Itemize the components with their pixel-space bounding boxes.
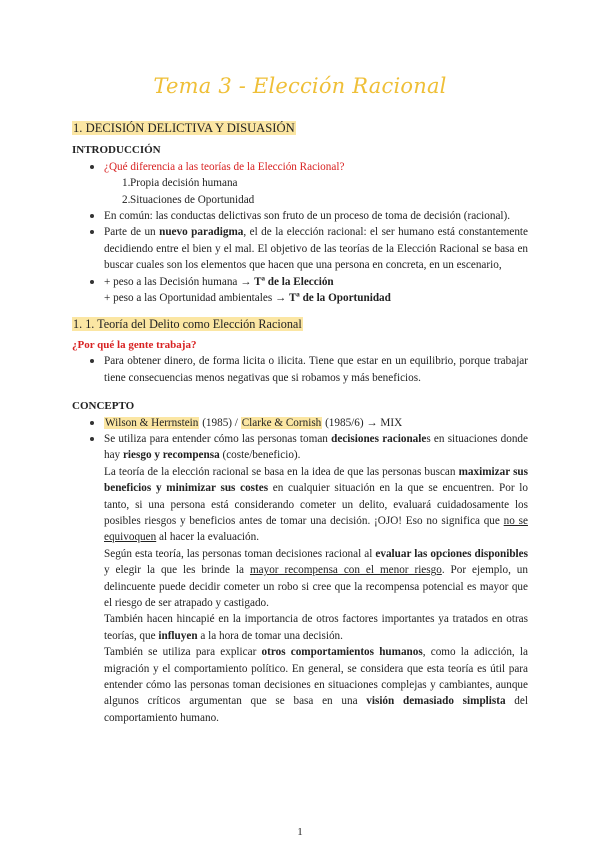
p2-c: . Por ejemplo, un delincuente puede decidir cometer un robo si cree que la recompensa potencial es mayor que el riesgo de ser atrapado y castigado. (104, 564, 528, 609)
work-bullets (72, 353, 528, 386)
numbered-item-1 (72, 175, 528, 191)
weight-opportunity-bold: Tª de la Oportunidad (288, 292, 391, 305)
p4-c: del comportamiento humano. (104, 695, 528, 724)
references-bullet (72, 415, 528, 431)
p2-b: y elegir la que les brinde la (104, 564, 250, 577)
section-1-heading (72, 120, 528, 136)
p4-b: , como la adicción, la migración y el comportamiento político. En general, se considera que esta teoría es útil para entender cómo las personas toman decisiones en situaciones complejas y cambiantes, aunque algunos críticos argumentan que se basa en una (104, 646, 528, 708)
section-1-heading-text: 1. DECISIÓN DELICTIVA Y DISUASIÓN (73, 121, 295, 135)
p1-bold: maximizar sus beneficios y minimizar sus costes (104, 465, 529, 495)
work-bullet: Para obtener dinero, de forma licita o ilicita. Tiene que estar en un equilibrio, porque trabajar tiene consecuencias menos negativas que si robamos y más beneficios. (72, 353, 528, 386)
concept-bold-risk: riesgo y recompensa (122, 449, 220, 462)
p1-b: en cualquier situación en la que se encuentren. Por lo tanto, si una persona está considerando cometer un delito, evaluará cuidadosamente los posibles riesgos y beneficios antes de tomar una decisión. ¡OJO! Eso no significa que (104, 482, 528, 527)
p3-a: También hacen hincapié en la importancia de otros factores importantes ya tratados en otras teorías, que (104, 613, 528, 642)
reference-clarke: Clarke & Cornish (241, 416, 322, 429)
numbered-item-2 (72, 192, 528, 208)
numbered-list (72, 175, 528, 208)
p3-bold: influyen (158, 629, 198, 642)
p2-underline: mayor recompensa con el menor riesgo (249, 564, 442, 577)
p2-bold: evaluar las opciones disponibles (375, 547, 528, 560)
weight-decision-text: + peso a las Decisión humana (104, 275, 238, 288)
reference-clarke-year: (1985/6) (322, 416, 364, 429)
section-1-1-heading-text: 1. 1. Teoría del Delito como Elección Racional (73, 317, 302, 332)
weight-decision-bold: Tª de la Elección (254, 275, 334, 288)
numbered-item-2-text: Situaciones de Oportunidad (130, 193, 255, 206)
intro-question: ¿Qué diferencia a las teorías de la Elección Racional? (72, 159, 528, 175)
p2-a: Según esta teoría, las personas toman decisiones racional al (104, 547, 376, 560)
p1-underline: no se equivoquen (104, 514, 528, 544)
p4-bold: otros comportamientos humanos (261, 646, 423, 659)
intro-bullet-common: En común: las conductas delictivas son fruto de un proceso de toma de decisión (racional). (72, 208, 528, 224)
concept-text-c: (coste/beneficio). (219, 449, 301, 462)
p4-bold2: visión demasiado simplista (366, 695, 506, 708)
work-question: ¿Por qué la gente trabaja? (72, 338, 197, 351)
weight-opportunity-line (72, 290, 528, 306)
p1-a: La teoría de la elección racional se basa en la idea de que las personas buscan (104, 465, 459, 478)
page-number: 1 (297, 826, 303, 838)
intro-list (72, 159, 528, 175)
arrow-icon: → (274, 292, 287, 305)
p1-c: al hacer la evaluación. (156, 531, 260, 544)
numbered-item-2-num: 2. (122, 193, 131, 206)
concept-bold-decisions: decisiones racionale (331, 432, 427, 445)
spacer (72, 386, 528, 394)
paradigm-post: , el de la elección racional: el ser humano está constantemente decidiendo entre el bien y el mal. El objetivo de las teorías de la Elección Racional se basa en buscar cuales son los elementos que hacen que una persona en concreta, en un escenario, (104, 226, 529, 272)
p4-a: También se utiliza para explicar (104, 646, 262, 659)
mix-label: MIX (377, 416, 403, 429)
reference-wilson-year: (1985) / (199, 416, 241, 429)
document-title: Tema 3 - Elección Racional (153, 74, 447, 98)
paragraph-1 (72, 464, 528, 546)
arrow-icon: → (366, 416, 378, 429)
intro-bullet-weight-decision (72, 274, 528, 290)
reference-wilson: Wilson & Herrnstein (105, 416, 199, 429)
numbered-item-1-num: 1. (122, 177, 131, 190)
arrow-icon: → (240, 275, 252, 288)
concept-bullet (72, 431, 528, 464)
concept-text-b: s en situaciones donde hay (104, 432, 528, 462)
weight-opportunity-text: + peso a las Oportunidad ambientales (104, 292, 273, 305)
section-1-1-heading (72, 316, 528, 332)
paradigm-bold: nuevo paradigma (159, 226, 244, 239)
paragraph-4 (72, 644, 528, 726)
paragraph-2 (72, 546, 528, 612)
paradigm-pre: Parte de un (104, 226, 160, 239)
concepto-label: CONCEPTO (72, 400, 135, 413)
concepto-bullets (72, 415, 528, 464)
intro-bullet-paradigm (72, 224, 528, 273)
numbered-item-1-text: Propia decisión humana (130, 177, 238, 190)
paragraph-3 (72, 611, 528, 644)
document-body (72, 120, 528, 726)
intro-label: INTRODUCCIÓN (72, 144, 161, 157)
concept-text-a: Se utiliza para entender cómo las personas toman (104, 432, 332, 445)
p3-b: a la hora de tomar una decisión. (197, 629, 343, 642)
intro-bullets (72, 208, 528, 290)
